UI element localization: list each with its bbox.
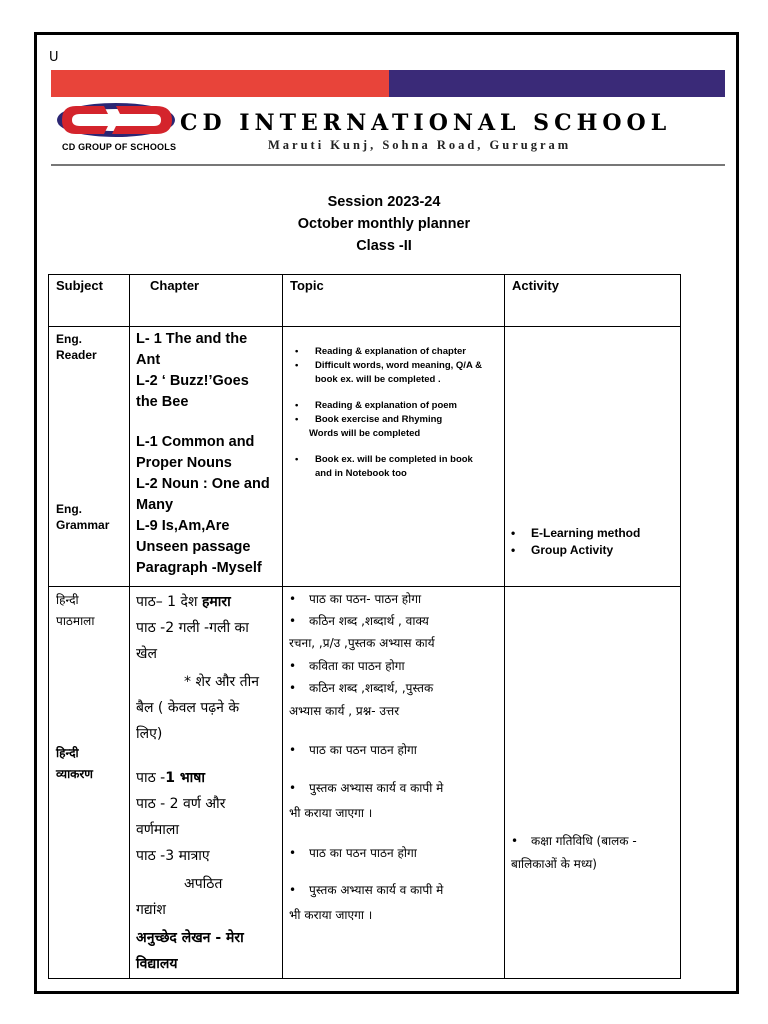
class-heading: Class -II xyxy=(356,238,412,254)
topic-text: पुस्तक अभ्यास कार्य व कापी मे xyxy=(309,781,444,795)
subject-hindi-reader-line2: पाठमाला xyxy=(56,614,95,628)
topic-text: रचना, ,प्र/उ ,पुस्तक अभ्यास कार्य xyxy=(289,636,435,650)
column-header-chapter: Chapter xyxy=(130,275,283,327)
cell-chapter-english xyxy=(130,327,283,587)
chapter-line: Ant xyxy=(136,352,161,368)
topic-text: Words will be completed xyxy=(309,428,421,439)
chapter-text: वर्णमाला xyxy=(136,822,180,838)
header-divider xyxy=(51,164,725,166)
subject-eng-grammar-line2: Grammar xyxy=(56,518,110,532)
chapter-text: खेल xyxy=(136,646,157,662)
topic-text: Book ex. will be completed in book xyxy=(315,454,473,465)
chapter-text: पाठ– 1 देश xyxy=(136,594,202,610)
chapter-text: हमारा xyxy=(201,594,231,610)
chapter-text: पाठ - 2 वर्ण और xyxy=(136,796,226,812)
subject-eng-grammar-line1: Eng. xyxy=(56,502,82,516)
subject-eng-reader-line1: Eng. xyxy=(56,332,82,346)
subject-hindi-grammar-line2: व्याकरण xyxy=(56,767,93,781)
cell-topic-english: • Reading & explanation of chapter • Difficult words, word meaning, Q/A & book ex. will be completed . • Reading & explanation of poem • Book exercise and Rhyming Words will be completed • Book ex. will be completed in book and in Notebook too xyxy=(283,327,505,587)
chapter-text: पाठ -2 गली -गली का xyxy=(136,620,249,636)
chapter-text: अपठित xyxy=(184,876,223,892)
topic-text: भी कराया जाएगा । xyxy=(289,806,373,820)
chapter-line: L-1 Common and xyxy=(136,434,255,450)
school-name: CD INTERNATIONAL SCHOOL xyxy=(180,110,672,136)
topic-text: अभ्यास कार्य , प्रश्न- उत्तर xyxy=(289,704,400,718)
column-header-topic: Topic xyxy=(283,275,505,327)
topic-text: Difficult words, word meaning, Q/A & xyxy=(315,360,482,371)
topic-text: कठिन शब्द ,शब्दार्थ , वाक्य xyxy=(309,614,429,628)
activity-item: बालिकाओं के मध्य) xyxy=(511,857,597,871)
cell-subject-english xyxy=(49,327,130,587)
topic-text: भी कराया जाएगा । xyxy=(289,908,373,922)
chapter-line: Paragraph -Myself xyxy=(136,560,262,576)
cell-chapter-hindi xyxy=(130,587,283,979)
chapter-line: L-9 Is,Am,Are xyxy=(136,518,230,534)
column-header-subject: Subject xyxy=(49,275,130,327)
table-row-english xyxy=(49,327,681,587)
chapter-text: पाठ -3 मात्राए xyxy=(136,848,210,864)
chapter-line: L- 1 The and the xyxy=(136,331,248,347)
topic-text: book ex. will be completed . xyxy=(315,374,441,385)
topic-text: पुस्तक अभ्यास कार्य व कापी मे xyxy=(309,883,444,897)
chapter-text: विद्यालय xyxy=(136,956,178,972)
chapter-text: बैल ( केवल पढ़ने के xyxy=(136,700,240,716)
planner-heading: October monthly planner xyxy=(297,216,471,232)
table-header-row xyxy=(49,275,681,327)
chapter-line: the Bee xyxy=(136,394,189,410)
topic-text: पाठ का पठन पाठन होगा xyxy=(309,846,417,860)
activity-item: Group Activity xyxy=(531,543,614,557)
column-header-activity: Activity xyxy=(505,275,681,327)
subject-hindi-reader-line1: हिन्दी xyxy=(56,593,79,607)
topic-text: कठिन शब्द ,शब्दार्थ, ,पुस्तक xyxy=(309,681,434,695)
chapter-line: L-2 Noun : One and xyxy=(136,476,270,492)
activity-item: E-Learning method xyxy=(531,526,641,540)
logo-caption: CD GROUP OF SCHOOLS xyxy=(62,142,177,152)
chapter-line: Unseen passage xyxy=(136,539,251,555)
cell-activity-english: • E-Learning method • Group Activity xyxy=(505,327,681,587)
topic-text: Reading & explanation of poem xyxy=(315,400,457,411)
table-row-hindi xyxy=(49,587,681,979)
subject-hindi-grammar-line1: हिन्दी xyxy=(56,746,79,760)
topic-text: and in Notebook too xyxy=(315,468,407,479)
corner-mark: U xyxy=(49,50,59,65)
chapter-text: पाठ - xyxy=(136,770,166,786)
chapter-line: L-2 ‘ Buzz!’Goes xyxy=(136,373,249,389)
topic-text: पाठ का पठन पाठन होगा xyxy=(309,743,417,757)
cell-subject-hindi xyxy=(49,587,130,979)
chapter-text: गद्यांश xyxy=(136,902,166,918)
cell-activity-hindi: • कक्षा गतिविधि (बालक - बालिकाओं के मध्य) xyxy=(505,587,681,979)
planner-table xyxy=(48,274,681,979)
topic-text: पाठ का पठन- पाठन होगा xyxy=(309,592,422,606)
chapter-text: 1 भाषा xyxy=(165,770,206,786)
topic-text: कविता का पाठन होगा xyxy=(309,659,405,673)
session-heading: Session 2023-24 xyxy=(327,194,441,210)
subject-eng-reader-line2: Reader xyxy=(56,348,97,362)
chapter-line: Many xyxy=(136,497,174,513)
activity-item: कक्षा गतिविधि (बालक - xyxy=(531,834,637,848)
chapter-line: Proper Nouns xyxy=(136,455,232,471)
header-bar-red xyxy=(51,70,389,97)
chapter-spacer xyxy=(136,413,276,432)
cell-topic-hindi: • पाठ का पठन- पाठन होगा • कठिन शब्द ,शब्दार्थ , वाक्य रचना, ,प्र/उ ,पुस्तक अभ्यास कार्य • कविता का पाठन होगा • कठिन शब्द ,शब्दार्थ, ,पुस्तक अभ्यास कार्य , प्रश्न- उत्तर • पाठ का पठन पाठन होगा • पुस्तक अभ्यास कार्य व कापी मे भी कराया जाएगा । • पाठ का पठन पाठन होगा • पुस्तक अभ्यास कार्य व कापी मे भी कराया जाएगा । xyxy=(283,587,505,979)
topic-text: Book exercise and Rhyming xyxy=(315,414,443,425)
chapter-text: लिए) xyxy=(136,726,163,742)
chapter-text: * शेर और तीन xyxy=(184,674,260,690)
header-bar-blue xyxy=(389,70,725,97)
chapter-text: अनुच्छेद लेखन - मेरा xyxy=(136,930,244,946)
school-address: Maruti Kunj, Sohna Road, Gurugram xyxy=(268,138,572,152)
topic-text: Reading & explanation of chapter xyxy=(315,346,466,357)
